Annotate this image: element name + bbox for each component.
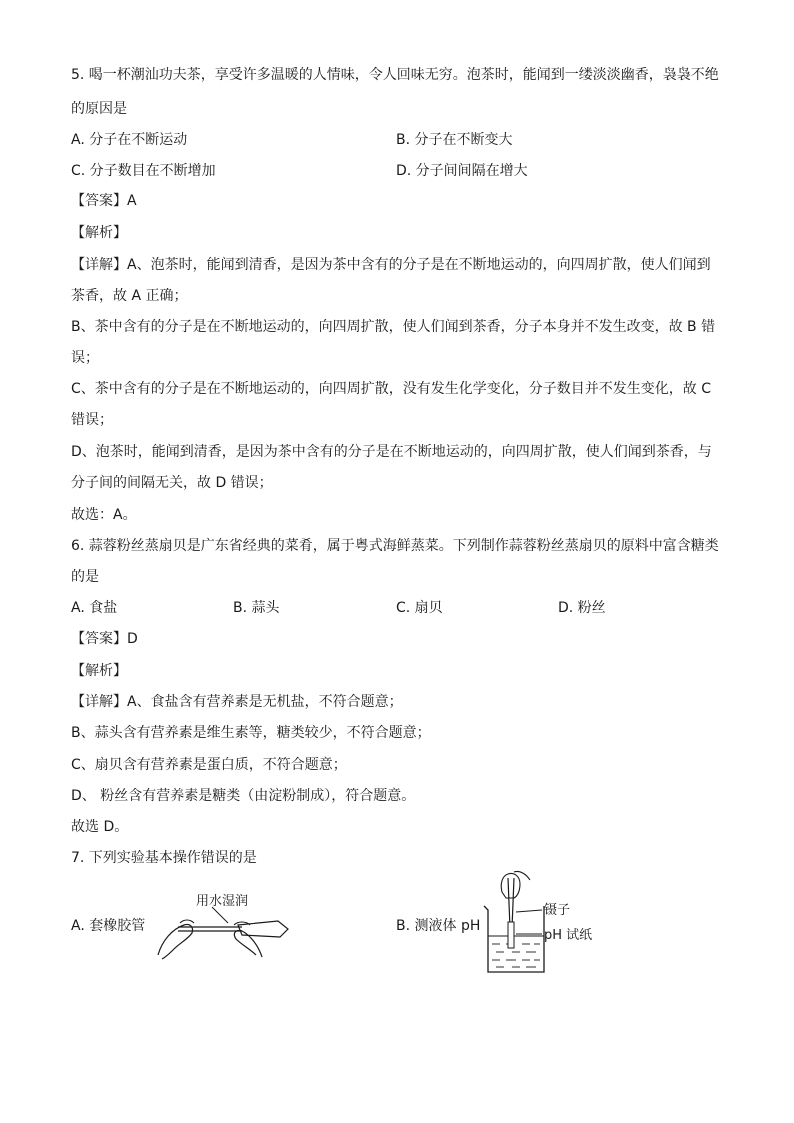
rubber-tube-illustration <box>150 885 300 960</box>
q5-option-a: A. 分子在不断运动 <box>71 132 188 148</box>
q7-stem: 7. 下列实验基本操作错误的是 <box>71 850 257 866</box>
tweezers-arm <box>508 878 510 928</box>
q5-analysis-heading: 【解析】 <box>71 225 127 241</box>
q6-conclusion: 故选 D。 <box>71 819 129 835</box>
q7-option-a-label: A. 套橡胶管 <box>71 918 146 934</box>
ph-paper <box>508 922 514 948</box>
q5-detail-line: 错误； <box>71 412 113 428</box>
q5-conclusion: 故选：A。 <box>71 507 137 523</box>
q6-option-b: B. 蒜头 <box>233 600 280 616</box>
q6-option-a: A. 食盐 <box>71 600 118 616</box>
ph-test-illustration <box>478 870 628 980</box>
q6-stem-line2: 的是 <box>71 569 99 585</box>
wet-with-water-label: 用水湿润 <box>196 894 249 909</box>
q6-option-d: D. 粉丝 <box>558 600 606 616</box>
q5-detail-line: D、泡茶时，能闻到清香，是因为茶中含有的分子是在不断地运动的，向四周扩散，使人们闻到茶香，与 <box>71 444 712 460</box>
q5-option-c: C. 分子数目在不断增加 <box>71 163 216 179</box>
q6-detail-line: C、扇贝含有营养素是蛋白质，不符合题意； <box>71 757 347 773</box>
label-pointer-line <box>212 907 228 923</box>
q5-detail-line: 误； <box>71 350 99 366</box>
q6-detail-line: 【详解】A、食盐含有营养素是无机盐，不符合题意； <box>71 694 403 710</box>
q7-option-b-label: B. 测液体 pH <box>396 918 481 934</box>
q5-stem-line1: 5. 喝一杯潮汕功夫茶，享受许多温暖的人情味，令人回味无穷。泡茶时，能闻到一缕淡淡幽香，袅袅不绝 <box>71 67 719 83</box>
left-hand-finger <box>180 920 194 923</box>
q5-answer: 【答案】A <box>71 193 137 209</box>
rubber-tube <box>238 921 288 937</box>
q5-detail-line: B、茶中含有的分子是在不断地运动的，向四周扩散，使人们闻到茶香，分子本身并不发生改变，故 B 错 <box>71 319 716 335</box>
hand <box>501 873 520 898</box>
left-hand <box>158 924 193 959</box>
q5-option-b: B. 分子在不断变大 <box>396 132 513 148</box>
q6-answer: 【答案】D <box>71 631 138 647</box>
q6-detail-line: B、蒜头含有营养素是维生素等，糖类较少，不符合题意； <box>71 725 431 741</box>
right-hand <box>234 930 262 957</box>
q6-detail-line: D、 粉丝含有营养素是糖类（由淀粉制成），符合题意。 <box>71 788 416 804</box>
q6-option-c: C. 扇贝 <box>396 600 443 616</box>
q5-detail-line: 分子间的间隔无关，故 D 错误； <box>71 475 273 491</box>
q5-detail-line: C、茶中含有的分子是在不断地运动的，向四周扩散，没有发生化学变化，分子数目并不发生变化，故 C <box>71 381 711 397</box>
ph-paper-label: pH 试纸 <box>544 928 593 943</box>
tweezers-pointer-line <box>516 910 542 912</box>
q6-stem-line1: 6. 蒜蓉粉丝蒸扇贝是广东省经典的菜肴，属于粤式海鲜蒸菜。下列制作蒜蓉粉丝蒸扇贝的原料中富含糖类 <box>71 538 719 554</box>
q5-detail-line: 茶香，故 A 正确； <box>71 288 188 304</box>
liquid-hatching <box>492 944 540 967</box>
q5-stem-line2: 的原因是 <box>71 101 127 117</box>
tweezers-label: 镊子 <box>544 903 571 918</box>
tweezers-arm <box>512 878 514 928</box>
q6-analysis-heading: 【解析】 <box>71 663 127 679</box>
q5-detail-line: 【详解】A、泡茶时，能闻到清香，是因为茶中含有的分子是在不断地运动的，向四周扩散，使人们闻到 <box>71 257 711 273</box>
q5-option-d: D. 分子间间隔在增大 <box>396 163 528 179</box>
